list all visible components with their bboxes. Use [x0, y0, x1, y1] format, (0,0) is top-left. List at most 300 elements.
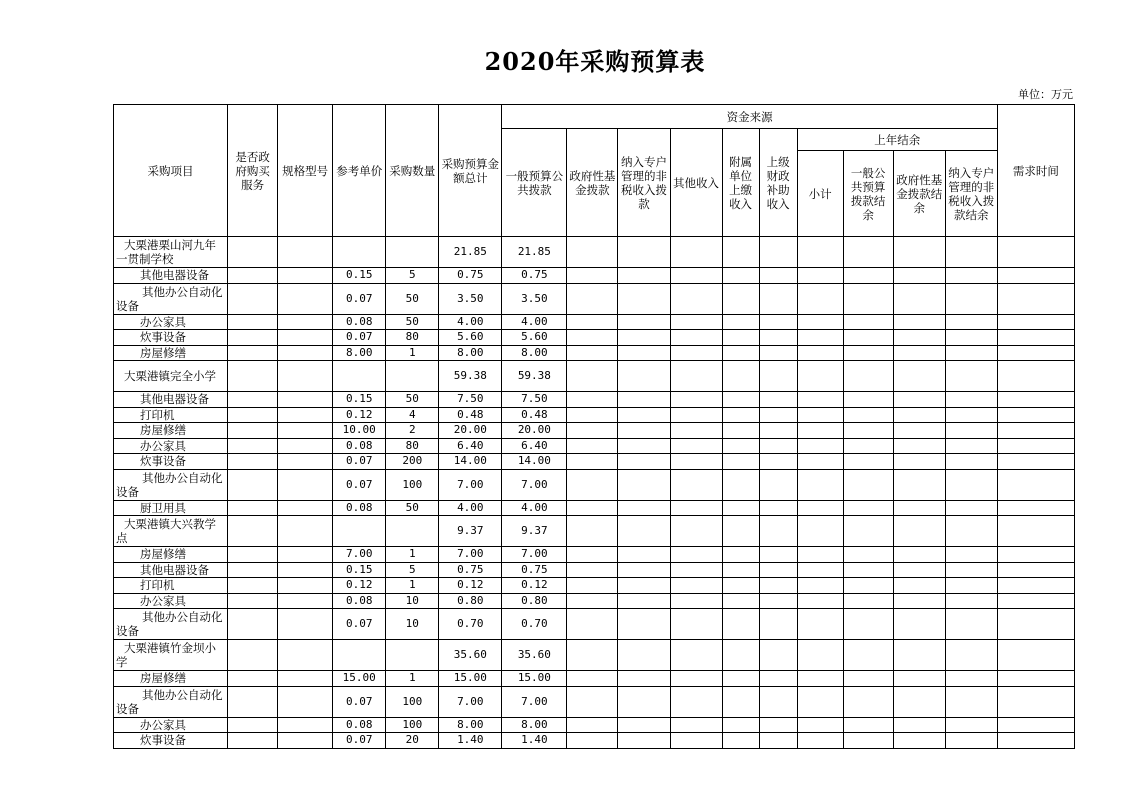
total-cell: 7.00: [439, 469, 502, 500]
empty-cell: [893, 516, 945, 547]
empty-cell: [618, 733, 670, 749]
unit-price-cell: 8.00: [333, 345, 386, 361]
general-budget-cell: 59.38: [502, 361, 567, 392]
total-cell: 14.00: [439, 454, 502, 470]
empty-cell: [759, 671, 797, 687]
table-row: [114, 438, 1075, 454]
general-budget-cell: 7.00: [502, 686, 567, 717]
empty-cell: [893, 361, 945, 392]
empty-cell: [945, 330, 997, 346]
empty-cell: [670, 593, 722, 609]
spec-cell: [278, 469, 333, 500]
spec-cell: [278, 392, 333, 408]
gov-service-cell: [228, 237, 278, 268]
empty-cell: [797, 392, 843, 408]
spec-cell: [278, 345, 333, 361]
empty-cell: [618, 314, 670, 330]
empty-cell: [997, 516, 1074, 547]
unit-price-cell: 0.07: [333, 733, 386, 749]
total-cell: 3.50: [439, 283, 502, 314]
empty-cell: [670, 671, 722, 687]
empty-cell: [797, 578, 843, 594]
empty-cell: [893, 717, 945, 733]
table-row: [114, 640, 1075, 671]
spec-cell: [278, 609, 333, 640]
table-row: [114, 516, 1075, 547]
empty-cell: [997, 438, 1074, 454]
empty-cell: [567, 330, 618, 346]
empty-cell: [893, 283, 945, 314]
empty-cell: [567, 345, 618, 361]
table-row: [114, 268, 1075, 284]
empty-cell: [670, 314, 722, 330]
unit-price-cell: 7.00: [333, 547, 386, 563]
table-row: [114, 562, 1075, 578]
empty-cell: [670, 237, 722, 268]
total-cell: 20.00: [439, 423, 502, 439]
empty-cell: [670, 454, 722, 470]
header-other-income: 其他收入: [670, 129, 722, 237]
empty-cell: [618, 516, 670, 547]
empty-cell: [843, 345, 893, 361]
general-budget-cell: 15.00: [502, 671, 567, 687]
empty-cell: [893, 686, 945, 717]
empty-cell: [759, 345, 797, 361]
general-budget-cell: 0.12: [502, 578, 567, 594]
quantity-cell: [386, 516, 439, 547]
general-budget-cell: 35.60: [502, 640, 567, 671]
table-row: [114, 454, 1075, 470]
empty-cell: [945, 438, 997, 454]
empty-cell: [759, 438, 797, 454]
unit-price-cell: [333, 237, 386, 268]
empty-cell: [759, 640, 797, 671]
spec-cell: [278, 314, 333, 330]
empty-cell: [997, 609, 1074, 640]
empty-cell: [997, 640, 1074, 671]
empty-cell: [893, 469, 945, 500]
general-budget-cell: 8.00: [502, 345, 567, 361]
spec-cell: [278, 562, 333, 578]
empty-cell: [843, 438, 893, 454]
empty-cell: [843, 361, 893, 392]
empty-cell: [893, 547, 945, 563]
empty-cell: [893, 423, 945, 439]
empty-cell: [759, 593, 797, 609]
total-cell: 7.50: [439, 392, 502, 408]
unit-price-cell: 0.15: [333, 268, 386, 284]
empty-cell: [618, 609, 670, 640]
empty-cell: [797, 516, 843, 547]
empty-cell: [797, 640, 843, 671]
empty-cell: [797, 671, 843, 687]
empty-cell: [670, 268, 722, 284]
item-name-cell: 其他电器设备: [114, 392, 228, 408]
empty-cell: [618, 562, 670, 578]
general-budget-cell: 9.37: [502, 516, 567, 547]
quantity-cell: 4: [386, 407, 439, 423]
empty-cell: [722, 268, 759, 284]
empty-cell: [670, 500, 722, 516]
gov-service-cell: [228, 268, 278, 284]
empty-cell: [567, 469, 618, 500]
quantity-cell: 5: [386, 268, 439, 284]
empty-cell: [722, 547, 759, 563]
empty-cell: [618, 671, 670, 687]
total-cell: 0.75: [439, 562, 502, 578]
item-name-cell: 其他办公自动化设备: [114, 609, 228, 640]
spec-cell: [278, 578, 333, 594]
gov-service-cell: [228, 361, 278, 392]
total-cell: 1.40: [439, 733, 502, 749]
quantity-cell: 50: [386, 500, 439, 516]
header-ly-gov-fund: 政府性基金拨款结余: [893, 151, 945, 237]
general-budget-cell: 3.50: [502, 283, 567, 314]
general-budget-cell: 4.00: [502, 314, 567, 330]
empty-cell: [843, 547, 893, 563]
empty-cell: [843, 717, 893, 733]
empty-cell: [670, 516, 722, 547]
empty-cell: [759, 283, 797, 314]
empty-cell: [945, 314, 997, 330]
quantity-cell: 20: [386, 733, 439, 749]
item-name-cell: 大栗港镇完全小学: [114, 361, 228, 392]
empty-cell: [722, 345, 759, 361]
empty-cell: [997, 454, 1074, 470]
empty-cell: [722, 314, 759, 330]
empty-cell: [893, 562, 945, 578]
item-name-cell: 大栗港镇竹金坝小学: [114, 640, 228, 671]
empty-cell: [670, 562, 722, 578]
general-budget-cell: 5.60: [502, 330, 567, 346]
empty-cell: [722, 578, 759, 594]
empty-cell: [893, 578, 945, 594]
empty-cell: [945, 562, 997, 578]
empty-cell: [997, 361, 1074, 392]
empty-cell: [843, 314, 893, 330]
empty-cell: [759, 237, 797, 268]
empty-cell: [797, 593, 843, 609]
empty-cell: [797, 547, 843, 563]
empty-cell: [843, 330, 893, 346]
empty-cell: [670, 423, 722, 439]
empty-cell: [722, 469, 759, 500]
unit-price-cell: 0.15: [333, 562, 386, 578]
total-cell: 7.00: [439, 686, 502, 717]
unit-price-cell: 0.08: [333, 593, 386, 609]
gov-service-cell: [228, 469, 278, 500]
empty-cell: [893, 345, 945, 361]
empty-cell: [797, 330, 843, 346]
empty-cell: [567, 516, 618, 547]
empty-cell: [945, 593, 997, 609]
table-row: [114, 407, 1075, 423]
empty-cell: [618, 237, 670, 268]
gov-service-cell: [228, 283, 278, 314]
empty-cell: [843, 578, 893, 594]
empty-cell: [945, 469, 997, 500]
general-budget-cell: 21.85: [502, 237, 567, 268]
empty-cell: [997, 733, 1074, 749]
empty-cell: [759, 717, 797, 733]
empty-cell: [893, 438, 945, 454]
spec-cell: [278, 438, 333, 454]
spec-cell: [278, 361, 333, 392]
empty-cell: [670, 717, 722, 733]
quantity-cell: 50: [386, 314, 439, 330]
empty-cell: [567, 609, 618, 640]
empty-cell: [759, 392, 797, 408]
budget-table: [113, 104, 1075, 749]
item-name-cell: 厨卫用具: [114, 500, 228, 516]
total-cell: 7.00: [439, 547, 502, 563]
spec-cell: [278, 500, 333, 516]
total-cell: 15.00: [439, 671, 502, 687]
empty-cell: [759, 547, 797, 563]
unit-price-cell: 0.07: [333, 330, 386, 346]
table-row: [114, 330, 1075, 346]
empty-cell: [945, 345, 997, 361]
empty-cell: [722, 733, 759, 749]
empty-cell: [670, 330, 722, 346]
quantity-cell: 1: [386, 578, 439, 594]
empty-cell: [843, 283, 893, 314]
empty-cell: [670, 609, 722, 640]
total-cell: 0.70: [439, 609, 502, 640]
empty-cell: [797, 500, 843, 516]
header-ly-special: 纳入专户管理的非税收入拨款结余: [945, 151, 997, 237]
empty-cell: [759, 500, 797, 516]
quantity-cell: 1: [386, 671, 439, 687]
empty-cell: [945, 392, 997, 408]
total-cell: 4.00: [439, 500, 502, 516]
empty-cell: [567, 454, 618, 470]
page-title: 2020年采购预算表: [484, 47, 706, 76]
total-cell: 9.37: [439, 516, 502, 547]
empty-cell: [618, 500, 670, 516]
empty-cell: [670, 547, 722, 563]
item-name-cell: 房屋修缮: [114, 671, 228, 687]
item-name-cell: 炊事设备: [114, 330, 228, 346]
empty-cell: [797, 454, 843, 470]
table-row: [114, 423, 1075, 439]
empty-cell: [797, 314, 843, 330]
empty-cell: [997, 562, 1074, 578]
total-cell: 0.80: [439, 593, 502, 609]
empty-cell: [759, 578, 797, 594]
empty-cell: [797, 469, 843, 500]
empty-cell: [618, 407, 670, 423]
empty-cell: [759, 407, 797, 423]
empty-cell: [843, 268, 893, 284]
gov-service-cell: [228, 733, 278, 749]
empty-cell: [945, 686, 997, 717]
spec-cell: [278, 237, 333, 268]
table-row: [114, 609, 1075, 640]
gov-service-cell: [228, 717, 278, 733]
item-name-cell: 其他办公自动化设备: [114, 686, 228, 717]
table-row: [114, 547, 1075, 563]
general-budget-cell: 4.00: [502, 500, 567, 516]
empty-cell: [670, 392, 722, 408]
gov-service-cell: [228, 547, 278, 563]
spec-cell: [278, 733, 333, 749]
empty-cell: [759, 330, 797, 346]
empty-cell: [567, 547, 618, 563]
empty-cell: [997, 237, 1074, 268]
empty-cell: [567, 578, 618, 594]
total-cell: 0.12: [439, 578, 502, 594]
quantity-cell: 1: [386, 547, 439, 563]
quantity-cell: 10: [386, 593, 439, 609]
empty-cell: [618, 547, 670, 563]
empty-cell: [843, 593, 893, 609]
item-name-cell: 大栗港镇大兴教学点: [114, 516, 228, 547]
unit-price-cell: 0.07: [333, 686, 386, 717]
empty-cell: [945, 717, 997, 733]
empty-cell: [722, 454, 759, 470]
total-cell: 0.75: [439, 268, 502, 284]
unit-label: 单位：万元: [1018, 88, 1073, 101]
header-gov-service: 是否政府购买服务: [228, 105, 278, 237]
general-budget-cell: 0.75: [502, 562, 567, 578]
empty-cell: [997, 392, 1074, 408]
empty-cell: [567, 438, 618, 454]
empty-cell: [567, 237, 618, 268]
header-unit-price: 参考单价: [333, 105, 386, 237]
quantity-cell: [386, 640, 439, 671]
table-row: [114, 237, 1075, 268]
empty-cell: [843, 454, 893, 470]
item-name-cell: 炊事设备: [114, 733, 228, 749]
empty-cell: [567, 407, 618, 423]
general-budget-cell: 7.00: [502, 547, 567, 563]
empty-cell: [567, 733, 618, 749]
empty-cell: [759, 454, 797, 470]
empty-cell: [618, 640, 670, 671]
empty-cell: [759, 516, 797, 547]
empty-cell: [567, 314, 618, 330]
empty-cell: [997, 671, 1074, 687]
header-gov-fund: 政府性基金拨款: [567, 129, 618, 237]
empty-cell: [567, 423, 618, 439]
gov-service-cell: [228, 516, 278, 547]
empty-cell: [618, 283, 670, 314]
empty-cell: [722, 593, 759, 609]
empty-cell: [945, 578, 997, 594]
gov-service-cell: [228, 454, 278, 470]
table-row: [114, 686, 1075, 717]
table-row: [114, 345, 1075, 361]
header-general-budget: 一般预算公共拨款: [502, 129, 567, 237]
empty-cell: [893, 593, 945, 609]
empty-cell: [945, 423, 997, 439]
empty-cell: [722, 237, 759, 268]
general-budget-cell: 0.80: [502, 593, 567, 609]
empty-cell: [722, 516, 759, 547]
item-name-cell: 其他办公自动化设备: [114, 283, 228, 314]
quantity-cell: 80: [386, 438, 439, 454]
unit-price-cell: 0.08: [333, 314, 386, 330]
quantity-cell: [386, 237, 439, 268]
header-special-account: 纳入专户管理的非税收入拨款: [618, 129, 670, 237]
quantity-cell: 50: [386, 392, 439, 408]
empty-cell: [722, 671, 759, 687]
empty-cell: [797, 423, 843, 439]
item-name-cell: 其他电器设备: [114, 268, 228, 284]
empty-cell: [893, 268, 945, 284]
unit-price-cell: 0.12: [333, 578, 386, 594]
empty-cell: [893, 454, 945, 470]
empty-cell: [843, 562, 893, 578]
header-item: 采购项目: [114, 105, 228, 237]
table-row: [114, 283, 1075, 314]
empty-cell: [722, 361, 759, 392]
empty-cell: [759, 562, 797, 578]
total-cell: 59.38: [439, 361, 502, 392]
spec-cell: [278, 516, 333, 547]
item-name-cell: 其他电器设备: [114, 562, 228, 578]
empty-cell: [797, 407, 843, 423]
quantity-cell: 100: [386, 717, 439, 733]
item-name-cell: 炊事设备: [114, 454, 228, 470]
empty-cell: [997, 268, 1074, 284]
gov-service-cell: [228, 438, 278, 454]
total-cell: 0.48: [439, 407, 502, 423]
empty-cell: [893, 609, 945, 640]
spec-cell: [278, 283, 333, 314]
unit-price-cell: [333, 516, 386, 547]
gov-service-cell: [228, 640, 278, 671]
header-spec: 规格型号: [278, 105, 333, 237]
empty-cell: [759, 314, 797, 330]
gov-service-cell: [228, 423, 278, 439]
empty-cell: [945, 500, 997, 516]
quantity-cell: 100: [386, 686, 439, 717]
general-budget-cell: 0.48: [502, 407, 567, 423]
empty-cell: [843, 640, 893, 671]
empty-cell: [797, 237, 843, 268]
empty-cell: [722, 330, 759, 346]
total-cell: 35.60: [439, 640, 502, 671]
general-budget-cell: 0.75: [502, 268, 567, 284]
item-name-cell: 打印机: [114, 578, 228, 594]
item-name-cell: 办公家具: [114, 314, 228, 330]
empty-cell: [843, 516, 893, 547]
empty-cell: [997, 345, 1074, 361]
unit-price-cell: 0.07: [333, 469, 386, 500]
empty-cell: [945, 268, 997, 284]
unit-price-cell: [333, 640, 386, 671]
gov-service-cell: [228, 578, 278, 594]
empty-cell: [670, 407, 722, 423]
empty-cell: [670, 578, 722, 594]
total-cell: 6.40: [439, 438, 502, 454]
item-name-cell: 办公家具: [114, 593, 228, 609]
gov-service-cell: [228, 330, 278, 346]
unit-price-cell: 0.07: [333, 454, 386, 470]
header-total: 采购预算金额总计: [439, 105, 502, 237]
table-row: [114, 671, 1075, 687]
empty-cell: [567, 686, 618, 717]
gov-service-cell: [228, 345, 278, 361]
empty-cell: [997, 314, 1074, 330]
quantity-cell: 1: [386, 345, 439, 361]
empty-cell: [567, 717, 618, 733]
quantity-cell: 200: [386, 454, 439, 470]
general-budget-cell: 7.50: [502, 392, 567, 408]
empty-cell: [567, 593, 618, 609]
